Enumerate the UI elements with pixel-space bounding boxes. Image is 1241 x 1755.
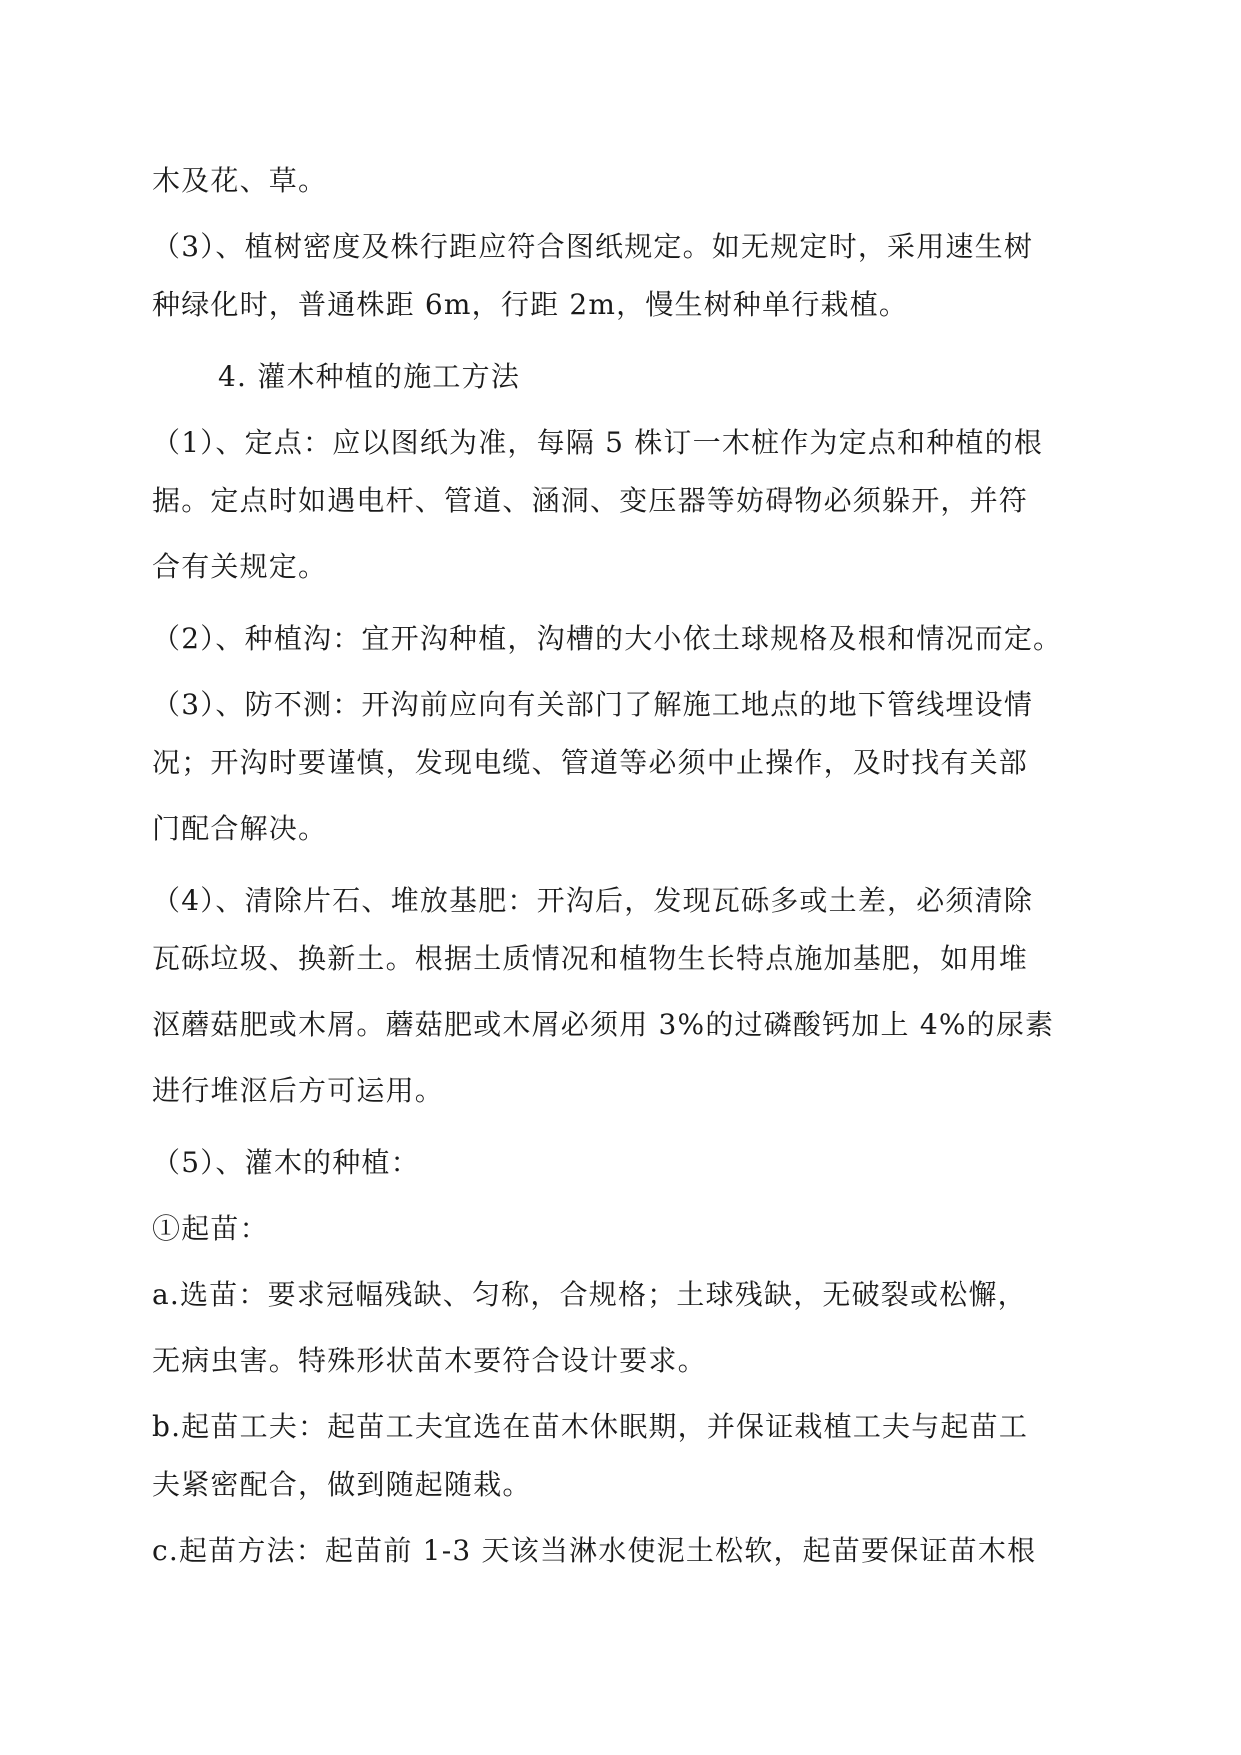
text-line: （4）、清除片石、堆放基肥：开沟后，发现瓦砾多或土差，必须清除 — [152, 884, 1034, 917]
text-line: 瓦砾垃圾、换新土。根据土质情况和植物生长特点施加基肥，如用堆 — [152, 942, 1029, 975]
text-line: 门配合解决。 — [152, 812, 328, 845]
text-line: 沤蘑菇肥或木屑。蘑菇肥或木屑必须用 3%的过磷酸钙加上 4%的尿素 — [152, 1008, 1055, 1041]
text-line: a.选苗：要求冠幅残缺、匀称，合规格；土球残缺，无破裂或松懈， — [152, 1278, 1027, 1311]
section-heading: 4. 灌木种植的施工方法 — [218, 360, 521, 393]
text-line: c.起苗方法：起苗前 1-3 天该当淋水使泥土松软，起苗要保证苗木根 — [152, 1534, 1037, 1567]
text-line: （3）、植树密度及株行距应符合图纸规定。如无规定时，采用速生树 — [152, 230, 1034, 263]
text-line: （3）、防不测：开沟前应向有关部门了解施工地点的地下管线埋设情 — [152, 688, 1034, 721]
text-line: 据。定点时如遇电杆、管道、涵洞、变压器等妨碍物必须躲开，并符 — [152, 484, 1029, 517]
text-line: 种绿化时，普通株距 6m，行距 2m，慢生树种单行栽植。 — [152, 288, 909, 321]
text-line: 无病虫害。特殊形状苗木要符合设计要求。 — [152, 1344, 707, 1377]
text-line: 进行堆沤后方可运用。 — [152, 1074, 445, 1107]
text-line: 况；开沟时要谨慎，发现电缆、管道等必须中止操作，及时找有关部 — [152, 746, 1029, 779]
text-line: （2）、种植沟：宜开沟种植，沟槽的大小依土球规格及根和情况而定。 — [152, 622, 1063, 655]
text-line: 木及花、草。 — [152, 164, 328, 197]
text-line: b.起苗工夫：起苗工夫宜选在苗木休眠期，并保证栽植工夫与起苗工 — [152, 1410, 1029, 1443]
text-line: ①起苗： — [152, 1212, 269, 1245]
text-line: （1）、定点：应以图纸为准，每隔 5 株订一木桩作为定点和种植的根 — [152, 426, 1044, 459]
text-line: （5）、灌木的种植： — [152, 1146, 420, 1179]
text-line: 夫紧密配合，做到随起随栽。 — [152, 1468, 532, 1501]
text-line: 合有关规定。 — [152, 550, 328, 583]
